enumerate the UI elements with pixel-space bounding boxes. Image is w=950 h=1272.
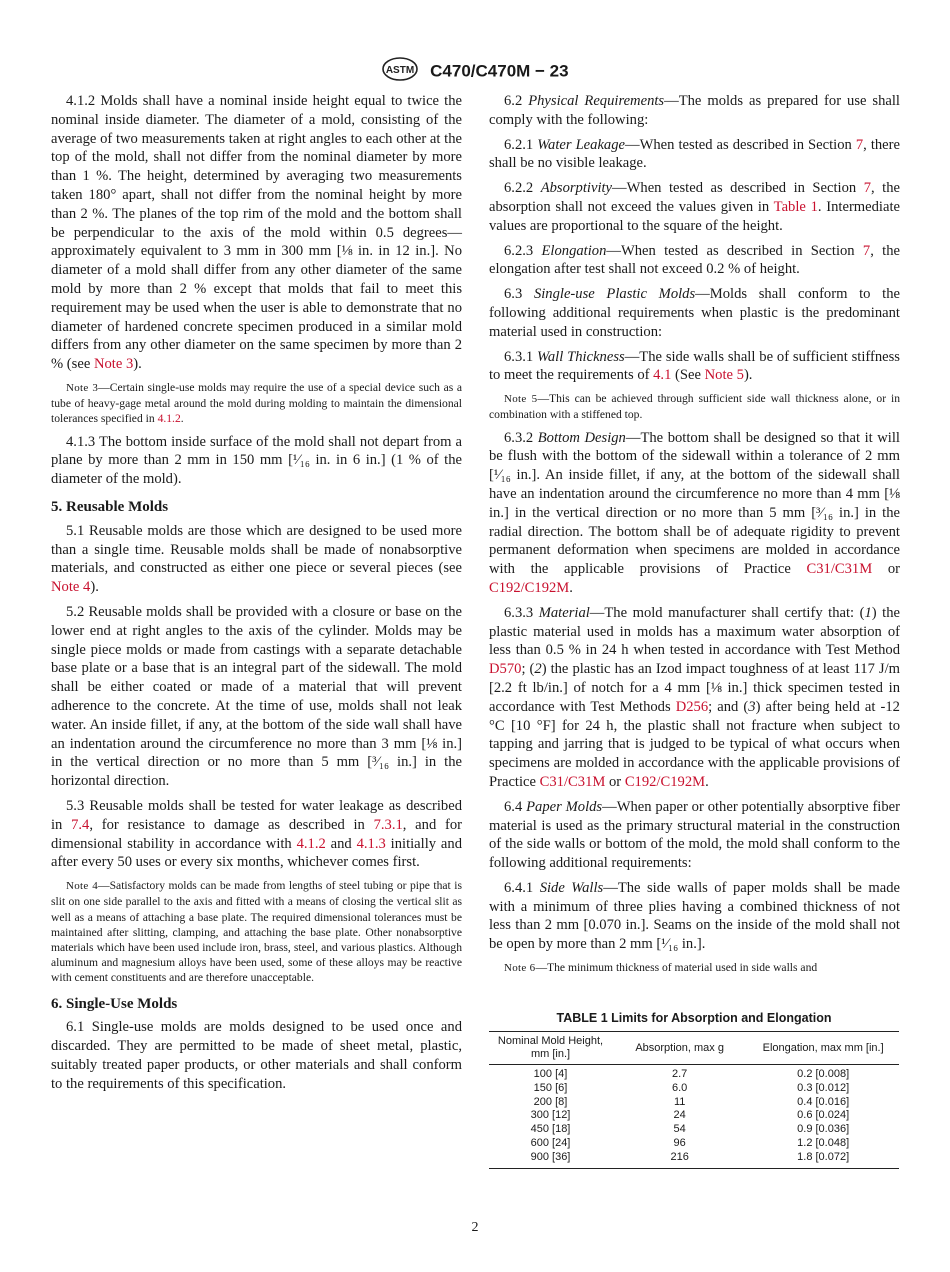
table-cell: 200 [8] bbox=[533, 1095, 568, 1108]
astm-logo-icon bbox=[381, 56, 419, 87]
table-cell: 150 [6] bbox=[533, 1081, 568, 1094]
svg-text:ASTM: ASTM bbox=[386, 65, 415, 76]
link-4-1-2[interactable]: 4.1.2 bbox=[157, 412, 181, 426]
para-6-3-2: 6.3.2 Bottom Design—The bottom shall be designed so that it will be flush with the bottom of the sidewall within a tolerance of 2 mm [¹⁄₁₆ in.]. An inside fillet, if any, at the bottom of the sidewall shall have an indentation around the circumference no more than 4 mm [⅛ in.] in the vertical direction or no more than 5 mm [³⁄₁₆ in.] in the radial direction. The bottom shall be of adequate rigidity to prevent permanent deformation when specimens are molded in accordance with the applicable provisions of Practice C31/C31M or C192/C192M. bbox=[489, 429, 900, 596]
table-cell: 6.0 bbox=[672, 1081, 688, 1094]
link-section-7[interactable]: 7 bbox=[862, 242, 871, 259]
para-5-3: 5.3 Reusable molds shall be tested for water leakage as described in 7.4, for resistance to damage as described in 7.3.1, and for dimensional stability in accordance with 4.1.2 and 4.1.3 initially and after every 50 uses or every six months, whichever comes first. bbox=[51, 797, 462, 871]
designation: C470/C470M − 23 bbox=[430, 61, 569, 81]
column-header: Nominal Mold Height, mm [in.] bbox=[497, 1035, 604, 1060]
para-5-1: 5.1 Reusable molds are those which are designed to be used more than a single time. Reusable molds shall be made of nonabsorptive materials, and constructed as either one piece or several pieces (see Note 4). bbox=[51, 522, 462, 596]
table-row bbox=[489, 1151, 899, 1168]
para-6-2-2: 6.2.2 Absorptivity—When tested as described in Section 7, the absorption shall not exceed the values given in Table 1. Intermediate values are proportional to the square of the height. bbox=[489, 180, 900, 234]
link-7-4[interactable]: 7.4 bbox=[71, 816, 90, 833]
link-table-1[interactable]: Table 1 bbox=[773, 198, 818, 215]
note-3: Note 3—Certain single-use molds may require the use of a special device such as a tube of heavy-gage metal around the mold during molding to maintain the dimensional tolerances specified in 4.1.2. bbox=[51, 380, 462, 426]
para-6-2-3: 6.2.3 Elongation—When tested as described in Section 7, the elongation after test shall not exceed 0.2 % of height. bbox=[489, 242, 900, 278]
link-4-1-3[interactable]: 4.1.3 bbox=[356, 835, 386, 852]
table-cell: 300 [12] bbox=[530, 1109, 571, 1122]
table-cell: 24 bbox=[673, 1109, 686, 1122]
link-c31[interactable]: C31/C31M bbox=[539, 773, 606, 790]
link-4-1-2[interactable]: 4.1.2 bbox=[296, 835, 326, 852]
note-5: Note 5—This can be achieved through sufficient side wall thickness alone, or in combination with a stiffened top. bbox=[489, 392, 901, 422]
table-row bbox=[489, 1082, 899, 1096]
para-4-1-3: 4.1.3 The bottom inside surface of the mold shall not depart from a plane by more than 2 mm in 150 mm [¹⁄₁₆ in. in 6 in.] (1 % of the diameter of the mold). bbox=[51, 433, 462, 488]
table-row bbox=[489, 1065, 899, 1082]
left-column bbox=[51, 92, 462, 1100]
link-note-5[interactable]: Note 5 bbox=[704, 367, 744, 384]
para-5-2: 5.2 Reusable molds shall be provided with a closure or base on the lower end at right angles to the axis of the cylinder. Molds may be single piece molds or made from castings with a separate detachable base plate or a base that is an integral part of the sidewall. The mold shall be either coated or made of a material that will prevent adherence to the concrete. At the time of use, molds shall not leak water. An inside fillet, if any, at the bottom of the side wall shall have an indentation around the circumference no more than 3 mm [⅛ in.] in the vertical direction or no more than 5 mm [³⁄₁₆ in.] in the horizontal direction. bbox=[51, 603, 462, 790]
para-4-1-2: 4.1.2 Molds shall have a nominal inside height equal to twice the nominal inside diameter. The diameter of a mold, consisting of the average of two measurements taken at right angles to each other at the top of the mold, shall not differ from the nominal diameter by more than 1 %. The height, determined by averaging two measurements taken 180° apart, shall not differ from the nominal height by more than 2 %. The planes of the top rim of the mold and the bottom shall be perpendicular to the axis of the mold within 0.5 degrees—approximately equivalent to 3 mm in 300 mm [⅛ in. in 12 in.]. No diameter of a mold shall differ from any other diameter of the same mold by more than 2 % except that molds that fail to meet this requirement may be used when the user is able to demonstrate that no diameter of hardened concrete specimen produced in a similar mold differs from any other diameter on the same specimen by more than 2 % (see Note 3). bbox=[51, 93, 462, 373]
column-header: Absorption, max g bbox=[635, 1041, 724, 1054]
limits-table bbox=[489, 1031, 899, 1169]
table-cell: 0.4 [0.016] bbox=[797, 1095, 850, 1108]
link-c192[interactable]: C192/C192M bbox=[624, 773, 706, 790]
table-cell: 96 bbox=[673, 1136, 686, 1149]
para-6-2: 6.2 Physical Requirements—The molds as prepared for use shall comply with the following: bbox=[489, 93, 900, 128]
table-row bbox=[489, 1096, 899, 1110]
table-title: TABLE 1 Limits for Absorption and Elongation bbox=[556, 1011, 832, 1025]
link-c192[interactable]: C192/C192M bbox=[489, 579, 570, 596]
table-cell: 100 [4] bbox=[533, 1068, 568, 1080]
link-d256[interactable]: D256 bbox=[675, 698, 709, 715]
link-d570[interactable]: D570 bbox=[489, 661, 522, 678]
table-cell: 900 [36] bbox=[530, 1150, 571, 1163]
table-cell: 1.8 [0.072] bbox=[797, 1150, 850, 1163]
link-4-1[interactable]: 4.1 bbox=[653, 367, 672, 384]
para-6-4-1: 6.4.1 Side Walls—The side walls of paper molds shall be made with a minimum of three plies having a combined thickness of not less than 2 mm [0.070 in.]. Seams on the inside of the mold shall not be open by more than 2 mm [¹⁄₁₆ in.]. bbox=[489, 879, 900, 953]
table-row bbox=[489, 1137, 899, 1151]
para-6-2-1: 6.2.1 Water Leakage—When tested as described in Section 7, there shall be no visible leakage. bbox=[489, 136, 900, 172]
link-note-3[interactable]: Note 3 bbox=[93, 356, 134, 373]
table-row bbox=[489, 1109, 899, 1123]
note-4: Note 4—Satisfactory molds can be made from lengths of steel tubing or pipe that is slit on one side parallel to the axis and fitted with a means of closing the vertical slit as well as a means of attaching a base plate. The required dimensional tolerances must be maintained after slitting, clamping, and attaching the base plate. Other nonabsorptive materials which have been used include iron, brass, steel, and various plastics. Although aluminum and magnesium alloys have been used, some of these alloys may be reactive with cement constituents and are therefore unacceptable. bbox=[51, 879, 462, 985]
table-cell: 450 [18] bbox=[530, 1123, 571, 1136]
table-cell: 1.2 [0.048] bbox=[797, 1136, 850, 1149]
link-section-7[interactable]: 7 bbox=[855, 136, 864, 153]
table-cell: 600 [24] bbox=[530, 1136, 571, 1149]
link-section-7[interactable]: 7 bbox=[863, 180, 871, 197]
para-6-3: 6.3 Single-use Plastic Molds—Molds shall conform to the following additional requirements when plastic is the predominant material used in construction: bbox=[489, 286, 900, 340]
table-cell: 2.7 bbox=[672, 1068, 688, 1080]
table-row bbox=[489, 1123, 899, 1137]
table-cell: 54 bbox=[673, 1123, 686, 1136]
table-cell: 216 bbox=[670, 1150, 689, 1163]
para-6-1: 6.1 Single-use molds are molds designed to be used once and discarded. They are permitted to be made of sheet metal, plastic, suitably treated paper products, or other materials and shall conform to the requirements of this specification. bbox=[51, 1019, 462, 1092]
table-cell: 11 bbox=[673, 1095, 686, 1108]
right-column bbox=[489, 92, 900, 982]
link-c31[interactable]: C31/C31M bbox=[806, 561, 873, 578]
para-6-4: 6.4 Paper Molds—When paper or other potentially absorptive fiber material is used as the primary structural material in the construction of the side walls or bottom of the mold, the mold shall conform to the following additional requirements: bbox=[489, 798, 900, 872]
table-1 bbox=[489, 1011, 899, 1169]
table-header-row bbox=[489, 1032, 899, 1065]
column-header: Elongation, max mm [in.] bbox=[762, 1041, 884, 1054]
page-header bbox=[0, 56, 950, 87]
para-6-3-3: 6.3.3 Material—The mold manufacturer shall certify that: (1) the plastic material used in molds has a maximum water absorption of less than 0.5 % in 24 h when tested in accordance with Test Method D570; (2) the plastic has an Izod impact toughness of at least 117 J/m [2.2 ft lb/in.] of notch for a 4 mm [⅛ in.] thick specimen tested in accordance with Test Methods D256; and (3) after being held at -12 °C [10 °F] for 24 h, the plastic shall not fracture when subject to tapping and jarring that is judged to be typical of what occurs when specimens are molded in accordance with the applicable provisions of Practice C31/C31M or C192/C192M. bbox=[489, 604, 900, 790]
table-cell: 0.9 [0.036] bbox=[797, 1123, 850, 1136]
section-6-heading: 6. Single-Use Molds bbox=[51, 995, 178, 1012]
table-cell: 0.3 [0.012] bbox=[797, 1081, 850, 1094]
note-6: Note 6—The minimum thickness of material used in side walls and bbox=[504, 961, 818, 975]
page-number: 2 bbox=[471, 1220, 479, 1235]
table-cell: 0.6 [0.024] bbox=[797, 1109, 850, 1122]
para-6-3-1: 6.3.1 Wall Thickness—The side walls shall be of sufficient stiffness to meet the requirements of 4.1 (See Note 5). bbox=[489, 348, 900, 384]
table-cell: 0.2 [0.008] bbox=[797, 1068, 850, 1080]
link-7-3-1[interactable]: 7.3.1 bbox=[373, 816, 403, 833]
link-note-4[interactable]: Note 4 bbox=[51, 579, 91, 596]
section-5-heading: 5. Reusable Molds bbox=[51, 498, 169, 515]
